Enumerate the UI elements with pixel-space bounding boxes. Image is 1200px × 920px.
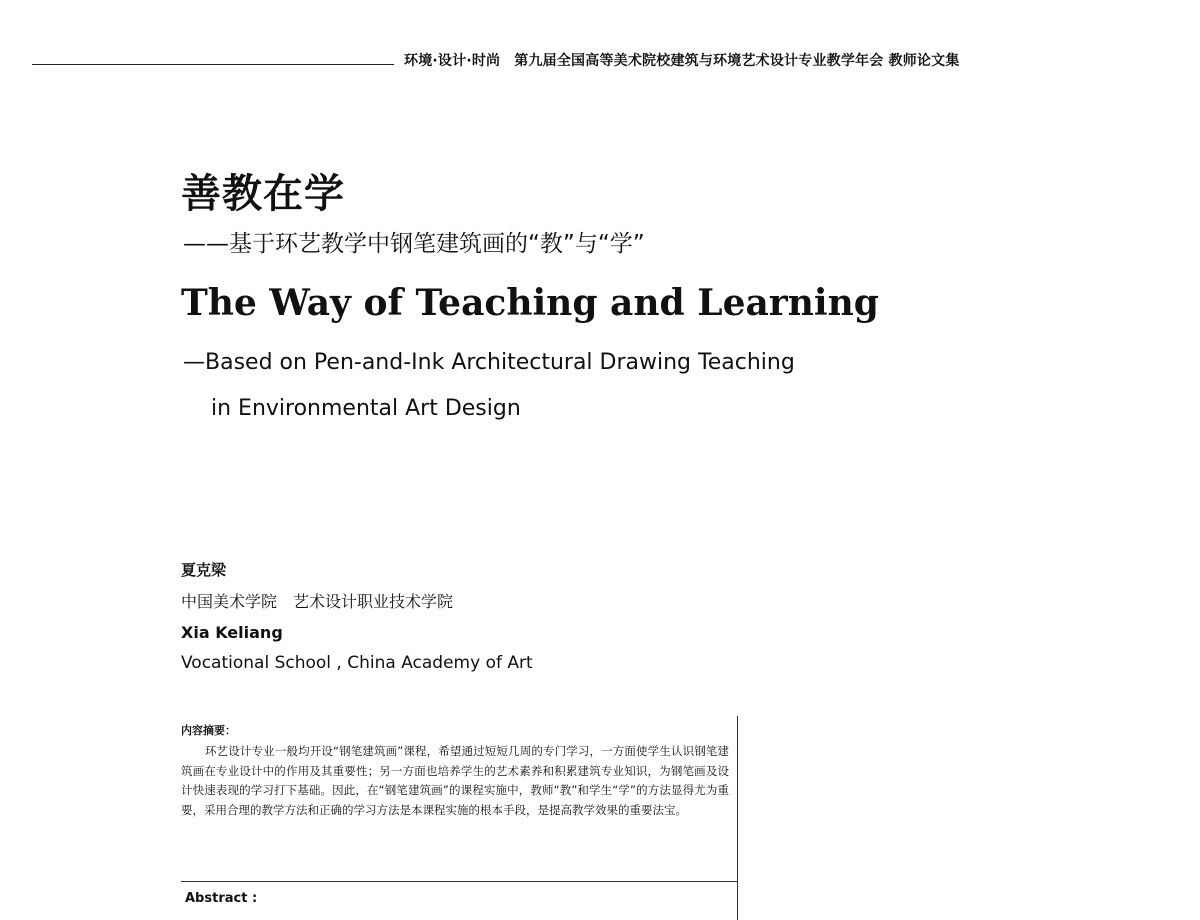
header-section: 环境·设计·时尚	[404, 53, 501, 69]
title-en: The Way of Teaching and Learning	[181, 282, 879, 324]
subtitle-en-line2: in Environmental Art Design	[211, 396, 521, 421]
subtitle-cn: ——基于环艺教学中钢笔建筑画的“教”与“学”	[183, 231, 645, 257]
author-affiliation-en: Vocational School , China Academy of Art	[181, 653, 533, 673]
header-rule	[32, 64, 394, 65]
abstract-body-cn: 环艺设计专业一般均开设“钢笔建筑画”课程，希望通过短短几周的专门学习，一方面使学生认识钢笔建筑画在专业设计中的作用及其重要性；另一方面也培养学生的艺术素养和积累建筑专业知识，为钢笔画及设计快速表现的学习打下基础。因此，在“钢笔建筑画”的课程实施中，教师“教”和学生“学”的方法显得尤为重要，采用合理的教学方法和正确的学习方法是本课程实施的根本手段，是提高教学效果的重要法宝。	[181, 744, 729, 817]
author-affiliation-cn: 中国美术学院 艺术设计职业技术学院	[181, 592, 454, 611]
author-block	[181, 555, 533, 679]
abstract-box	[181, 716, 738, 920]
abstract-divider	[181, 881, 737, 882]
title-cn: 善教在学	[181, 170, 345, 217]
subtitle-en	[183, 340, 795, 432]
subtitle-en-line1: —Based on Pen-and-Ink Architectural Drawing Teaching	[183, 350, 795, 375]
abstract-label-cn: 内容摘要：	[181, 724, 236, 737]
running-header	[404, 50, 960, 70]
header-conference: 第九届全国高等美术院校建筑与环境艺术设计专业教学年会 教师论文集	[514, 53, 960, 69]
abstract-label-en: Abstract :	[185, 891, 258, 906]
author-name-cn: 夏克梁	[181, 561, 227, 579]
author-name-en: Xia Keliang	[181, 623, 283, 642]
